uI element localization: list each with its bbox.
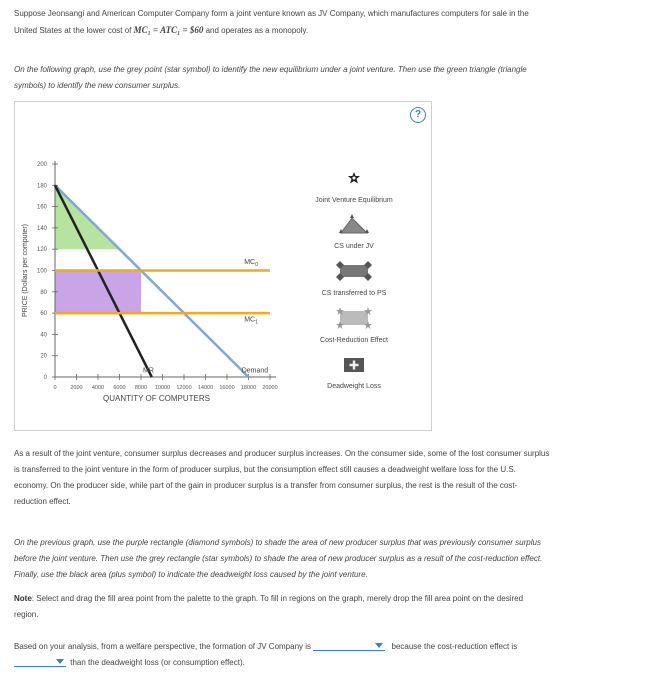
note-text: : Select and drag the fill area point from the palette to the graph. To fill in regions on the graph, merely drop the fill area point on the desired <box>31 594 524 603</box>
x-tick-label: 18000 <box>240 385 257 391</box>
x-tick-label: 10000 <box>154 385 171 391</box>
y-tick-label: 80 <box>40 289 47 296</box>
intro-paragraph <box>14 6 634 39</box>
question-text-2: because the cost-reduction effect is <box>391 642 518 651</box>
x-tick-label: 4000 <box>91 385 105 391</box>
mc0-label: $MC_0$ <box>244 259 258 269</box>
y-tick-label: 180 <box>36 183 47 190</box>
palette-star-icon[interactable] <box>348 172 360 184</box>
intro-line-1: Suppose Jeonsangi and American Computer Company form a joint venture known as JV Company, which manufactures computers for sale in the <box>14 9 529 18</box>
question-text-3: than the deadweight loss (or consumption effect). <box>70 658 245 667</box>
palette-triangle-icon[interactable] <box>339 214 369 233</box>
palette-label-deadweight-loss: Deadweight Loss <box>327 383 381 390</box>
cost-formula: MC₁ = ATC₁ = $60 <box>133 25 204 35</box>
y-tick-label: 100 <box>36 268 47 275</box>
transferred-surplus-area <box>55 271 141 314</box>
explanation-paragraph <box>14 446 634 510</box>
instruction-2-line-3: Finally, use the black area (plus symbol) to indicate the deadweight loss caused by the joint venture. <box>14 570 368 579</box>
instruction-1-line-2: symbols) to identify the new consumer surplus. <box>14 81 181 90</box>
y-axis-label: PRICE (Dollars per computer) <box>22 224 29 317</box>
question-line-2 <box>14 655 634 671</box>
question-line-1 <box>14 639 634 655</box>
welfare-dropdown[interactable] <box>313 641 385 651</box>
x-tick-label: 8000 <box>134 385 148 391</box>
note-label: Note <box>14 594 32 603</box>
x-tick-label: 14000 <box>197 385 214 391</box>
note-paragraph <box>14 591 634 623</box>
palette-label-cs-under-jv: CS under JV <box>334 243 374 250</box>
mc0-subscript: 0 <box>255 262 258 269</box>
palette-label-cs-transferred: CS transferred to PS <box>321 290 387 297</box>
y-tick-label: 20 <box>40 353 47 360</box>
x-tick-label: 6000 <box>113 385 126 391</box>
y-tick-label: 140 <box>36 225 47 232</box>
explanation-line-4: reduction effect. <box>14 497 71 506</box>
demand-label: Demand <box>241 367 269 375</box>
explanation-line-1: As a result of the joint venture, consumer surplus decreases and producer surplus increases. On the consumer side, some of the lost consumer surplus <box>14 449 550 458</box>
instruction-1 <box>14 62 634 94</box>
mr-label: MR <box>143 367 154 375</box>
y-tick-label: 120 <box>36 247 47 254</box>
note-line-2: region. <box>14 610 39 619</box>
x-tick-label: 20000 <box>262 385 278 391</box>
comparison-dropdown[interactable] <box>14 657 66 667</box>
instruction-2 <box>14 535 634 583</box>
x-tick-label: 2000 <box>70 385 83 391</box>
explanation-line-2: is transferred to the joint venture in the form of producer surplus, but the consumption effect still causes a deadweight welfare loss for the U.S. <box>14 465 516 474</box>
graph-panel <box>14 101 432 431</box>
question-text-1: Based on your analysis, from a welfare perspective, the formation of JV Company is <box>14 642 312 651</box>
x-tick-label: 0 <box>53 385 57 391</box>
mc1-label: $MC_1$ <box>244 316 258 326</box>
y-tick-label: 200 <box>36 162 47 168</box>
chevron-down-icon <box>375 643 383 648</box>
intro-text: United States at the lower cost of <box>14 26 134 35</box>
palette-label-jv-equilibrium: Joint Venture Equilibrium <box>315 197 393 204</box>
instruction-1-line-1: On the following graph, use the grey point (star symbol) to identify the new equilibrium under a joint venture. Then use the green triangle (triangle <box>14 65 527 74</box>
instruction-2-line-1: On the previous graph, use the purple rectangle (diamond symbols) to shade the area of new producer surplus that was previously consumer surplus <box>14 538 541 547</box>
question-paragraph <box>14 639 634 671</box>
y-tick-label: 40 <box>40 332 47 339</box>
palette-star-rect-icon[interactable] <box>336 307 372 329</box>
help-icon[interactable]: ? <box>410 107 426 123</box>
x-tick-label: 12000 <box>176 385 192 391</box>
x-axis-label: QUANTITY OF COMPUTERS <box>103 394 210 403</box>
y-tick-label: 0 <box>43 375 47 381</box>
y-tick-label: 160 <box>36 204 47 211</box>
palette-label-cost-reduction: Cost-Reduction Effect <box>320 337 388 344</box>
note-line-1 <box>14 591 634 607</box>
chevron-down-icon <box>56 659 64 664</box>
mc1-subscript: 1 <box>255 319 258 326</box>
y-tick-label: 60 <box>40 311 47 318</box>
intro-text-end: and operates as a monopoly. <box>203 26 309 35</box>
palette-plus-icon[interactable] <box>344 358 364 372</box>
x-tick-label: 16000 <box>219 385 235 391</box>
intro-line-2 <box>14 22 634 39</box>
instruction-2-line-2: before the joint venture. Then use the grey rectangle (star symbols) to shade the area of new producer surplus as a result of the cost-reduction effect. <box>14 554 543 563</box>
palette-diamond-icon[interactable] <box>336 261 372 281</box>
explanation-line-3: economy. On the producer side, while part of the gain in producer surplus is a transfer from consumer surplus, the rest is the result of the cost- <box>14 481 518 490</box>
